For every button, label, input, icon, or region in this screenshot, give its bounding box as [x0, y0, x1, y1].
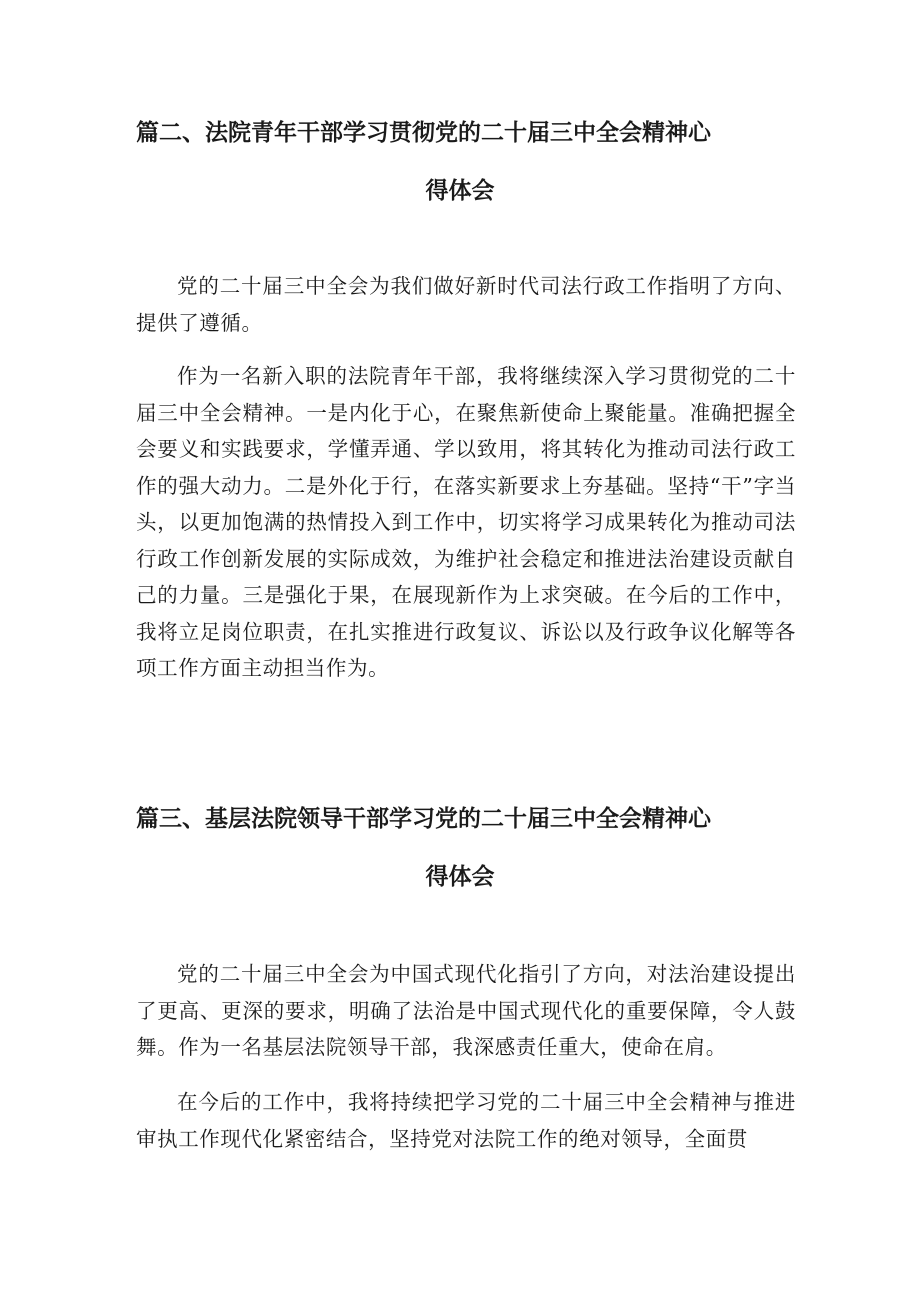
section2-title-line2: 得体会: [425, 178, 495, 204]
section2-title-line1: 篇二、法院青年干部学习贯彻党的二十届三中全会精神心: [136, 120, 711, 146]
section3-paragraph-2: 在今后的工作中，我将持续把学习党的二十届三中全会精神与推进审执工作现代化紧密结合，坚持党对法院工作的绝对领导，全面贯: [136, 1090, 796, 1151]
section3-title-line1: 篇三、基层法院领导干部学习党的二十届三中全会精神心: [136, 806, 711, 832]
section3-paragraph-1: 党的二十届三中全会为中国式现代化指引了方向，对法治建设提出了更高、更深的要求，明确了法治是中国式现代化的重要保障，令人鼓舞。作为一名基层法院领导干部，我深感责任重大，使命在肩。: [136, 962, 796, 1059]
section3-title-line2: 得体会: [425, 864, 495, 890]
section2-paragraph-2: 作为一名新入职的法院青年干部，我将继续深入学习贯彻党的二十届三中全会精神。一是内化于心，在聚焦新使命上聚能量。准确把握全会要义和实践要求，学懂弄通、学以致用，将其转化为推动司法行政工作的强大动力。二是外化于行，在落实新要求上夯基础。坚持“干”字当头，以更加饱满的热情投入到工作中，切实将学习成果转化为推动司法行政工作创新发展的实际成效，为维护社会稳定和推进法治建设贡献自己的力量。三是强化于果，在展现新作为上求突破。在今后的工作中，我将立足岗位职责，在扎实推进行政复议、诉讼以及行政争议化解等各项工作方面主动担当作为。: [136, 364, 796, 680]
section2-paragraph-1: 党的二十届三中全会为我们做好新时代司法行政工作指明了方向、提供了遵循。: [136, 274, 796, 335]
